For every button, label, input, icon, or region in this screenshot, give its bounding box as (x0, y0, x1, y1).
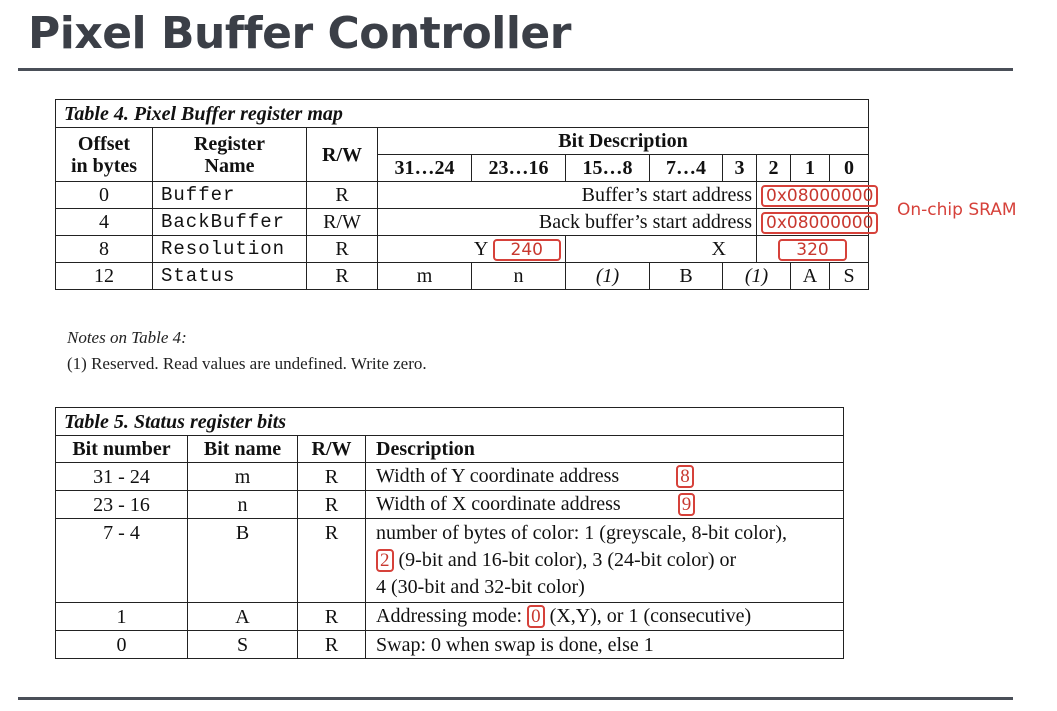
offset-header-line2: in bytes (70, 154, 138, 177)
table-row (56, 182, 869, 209)
bit-number-header: Bit number (56, 436, 188, 463)
table-row (56, 491, 844, 519)
bit-range-23-16: 23…16 (472, 155, 566, 182)
offset-header-line1: Offset (77, 132, 131, 155)
y-resolution-highlight: 240 (493, 239, 561, 261)
buffer-address-highlight: 0x08000000 (761, 185, 878, 207)
row-register-name: BackBuffer (153, 209, 307, 236)
bit-number: 0 (56, 631, 188, 659)
table-row (56, 263, 869, 290)
row-description: Back buffer’s start address (378, 209, 757, 236)
bit-description-line2 (376, 547, 839, 574)
table-row (56, 603, 844, 631)
bit-description: Width of X coordinate address (376, 493, 621, 515)
bit-2: 2 (757, 155, 791, 182)
bit-number: 7 - 4 (56, 519, 188, 603)
bit-name: B (188, 519, 298, 603)
bit-description: Swap: 0 when swap is done, else 1 (366, 631, 844, 659)
row-offset: 4 (56, 209, 153, 236)
width-y-highlight: 8 (676, 465, 694, 488)
row-description: Buffer’s start address (378, 182, 757, 209)
y-label: Y (473, 237, 488, 260)
row-register-name: Status (153, 263, 307, 290)
resolution-x-value-cell (757, 236, 869, 263)
row-offset: 12 (56, 263, 153, 290)
bit-3: 3 (723, 155, 757, 182)
bytes-color-highlight: 2 (376, 549, 394, 572)
row-offset: 8 (56, 236, 153, 263)
addressing-mode-highlight: 0 (527, 605, 545, 628)
resolution-y-cell (378, 236, 566, 263)
rw-header: R/W (307, 128, 378, 182)
row-value-cell (757, 209, 874, 236)
resolution-x-label-cell (566, 236, 757, 263)
bit-number: 1 (56, 603, 188, 631)
bit-range-15-8: 15…8 (566, 155, 650, 182)
bit-range-7-4: 7…4 (650, 155, 723, 182)
register-header-line2: Name (204, 154, 255, 177)
slide-title: Pixel Buffer Controller (28, 8, 571, 59)
addressing-mode-label: Addressing mode: (376, 605, 523, 627)
status-bit-m: m (378, 263, 472, 290)
description-header: Description (366, 436, 844, 463)
bit-description-cell (366, 463, 844, 491)
table4-caption: Table 4. Pixel Buffer register map (56, 100, 869, 128)
bit-name: m (188, 463, 298, 491)
status-bit-n: n (472, 263, 566, 290)
bit-name: n (188, 491, 298, 519)
notes-body: (1) Reserved. Read values are undefined. Write zero. (67, 354, 427, 373)
x-resolution-highlight: 320 (778, 239, 846, 261)
bit-name-header: Bit name (188, 436, 298, 463)
status-bit-reserved: (1) (566, 263, 650, 290)
addressing-mode-text: (X,Y), or 1 (consecutive) (549, 605, 752, 627)
bit-number: 23 - 16 (56, 491, 188, 519)
table-row (56, 631, 844, 659)
notes-heading: Notes on Table 4: (67, 328, 187, 347)
row-value-cell (757, 182, 874, 209)
width-x-highlight: 9 (678, 493, 696, 516)
bit-description-line2-text: (9-bit and 16-bit color), 3 (24-bit color) or (398, 549, 737, 571)
bit-name: A (188, 603, 298, 631)
bit-rw: R (298, 603, 366, 631)
status-bit-s: S (830, 263, 869, 290)
register-header-line1: Register (193, 132, 266, 155)
bit-name: S (188, 631, 298, 659)
bit-number: 31 - 24 (56, 463, 188, 491)
row-rw: R (307, 182, 378, 209)
table-row (56, 519, 844, 603)
status-bit-a: A (791, 263, 830, 290)
bit-rw: R (298, 631, 366, 659)
bit-description-header: Bit Description (378, 128, 869, 155)
row-register-name: Resolution (153, 236, 307, 263)
bit-description-cell (366, 491, 844, 519)
on-chip-sram-annotation: On-chip SRAM (897, 200, 1017, 220)
bit-description-cell (366, 519, 844, 603)
title-divider (18, 68, 1013, 71)
table-row (56, 236, 869, 263)
table-row (56, 463, 844, 491)
backbuffer-address-highlight: 0x08000000 (761, 212, 878, 234)
bit-description: Width of Y coordinate address (376, 465, 620, 487)
bit-description-cell (366, 603, 844, 631)
table-row (56, 209, 869, 236)
bit-description-line3: 4 (30-bit and 32-bit color) (376, 576, 585, 598)
row-rw: R (307, 263, 378, 290)
bit-range-31-24: 31…24 (378, 155, 472, 182)
row-register-name: Buffer (153, 182, 307, 209)
bit-1: 1 (791, 155, 830, 182)
bottom-divider (18, 697, 1013, 700)
bit-rw: R (298, 519, 366, 603)
row-offset: 0 (56, 182, 153, 209)
register-header (153, 128, 307, 182)
bit-rw: R (298, 491, 366, 519)
bit-rw: R (298, 463, 366, 491)
register-map-table (55, 99, 874, 290)
status-register-table (55, 407, 844, 659)
offset-header (56, 128, 153, 182)
x-label: X (711, 238, 726, 260)
status-bit-reserved: (1) (723, 263, 791, 290)
row-rw: R (307, 236, 378, 263)
row-rw: R/W (307, 209, 378, 236)
status-bit-b: B (650, 263, 723, 290)
bit-0: 0 (830, 155, 869, 182)
table5-caption: Table 5. Status register bits (56, 408, 844, 436)
rw-header: R/W (298, 436, 366, 463)
bit-description-line1: number of bytes of color: 1 (greyscale, 8-bit color), (376, 522, 787, 544)
